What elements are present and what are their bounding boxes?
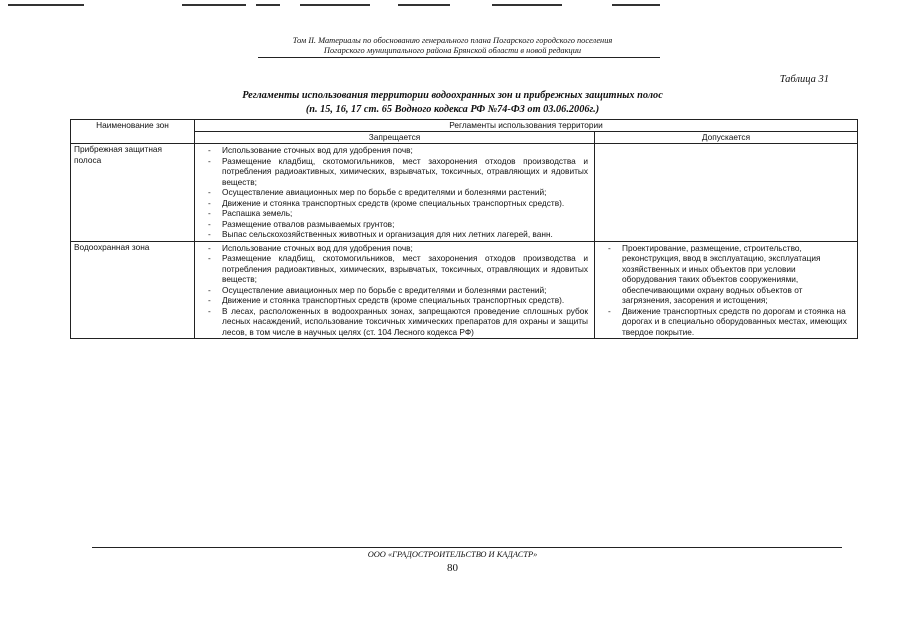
zone-name: Водоохранная зона [71, 241, 195, 339]
column-header-zone: Наименование зон [71, 120, 195, 144]
list-item: - Размещение отвалов размываемых грунтов; [198, 219, 588, 230]
list-item: - Осуществление авиационных мер по борьбе с вредителями и болезнями растений; [198, 285, 588, 296]
list-item: - Проектирование, размещение, строительство, реконструкция, ввод в эксплуатацию, эксплуатация хозяйственных и иных объектов при условии оборудования таких объектов сооружениями, обеспечивающими охрану водных объектов от загрязнения, засорения и истощения; [598, 243, 851, 306]
list-item: - Использование сточных вод для удобрения почв; [198, 145, 588, 156]
forbidden-cell [195, 144, 595, 242]
table-number: Таблица 31 [779, 74, 829, 85]
table-title: Регламенты использования территории водоохранных зон и прибрежных защитных полос [242, 90, 663, 101]
list-item: - Размещение кладбищ, скотомогильников, мест захоронения отходов производства и потребления радиоактивных, химических, взрывчатых, токсичных, отравляющих и ядовитых веществ; [198, 156, 588, 188]
column-header-regulations: Регламенты использования территории [195, 120, 858, 132]
list-item: - Движение и стоянка транспортных средств (кроме специальных транспортных средств). [198, 295, 588, 306]
regulations-table [70, 119, 858, 339]
table-row [71, 144, 858, 242]
header-rule [258, 57, 660, 58]
list-item: - Движение транспортных средств по дорогам и стоянка на дорогах и в специально оборудованных местах, имеющих твердое покрытие. [598, 306, 851, 338]
footer-rule [92, 547, 842, 548]
scan-artifacts [0, 4, 905, 8]
footer-company: ООО «ГРАДОСТРОИТЕЛЬСТВО И КАДАСТР» [367, 550, 538, 559]
running-header-line-1: Том II. Материалы по обоснованию генерального плана Погарского городского поселения [292, 36, 613, 45]
list-item: - Распашка земель; [198, 208, 588, 219]
list-item: - В лесах, расположенных в водоохранных зонах, запрещаются проведение сплошных рубок лесных насаждений, использование токсичных химических препаратов для охраны и защиты лесов, в том числе в научных целях (ст. 104 Лесного кодекса РФ) [198, 306, 588, 338]
forbidden-cell [195, 241, 595, 339]
allowed-cell [595, 144, 858, 242]
page-number: 80 [447, 562, 458, 574]
running-header-line-2: Погарского муниципального района Брянской области в новой редакции [323, 46, 582, 55]
table-title-source: (п. 15, 16, 17 ст. 65 Водного кодекса РФ №74-ФЗ от 03.06.2006г.) [305, 104, 600, 115]
list-item: - Осуществление авиационных мер по борьбе с вредителями и болезнями растений; [198, 187, 588, 198]
column-header-allowed: Допускается [595, 132, 858, 144]
column-header-forbidden: Запрещается [195, 132, 595, 144]
table-row [71, 241, 858, 339]
allowed-cell [595, 241, 858, 339]
list-item: - Движение и стоянка транспортных средств (кроме специальных транспортных средств). [198, 198, 588, 209]
list-item: - Использование сточных вод для удобрения почв; [198, 243, 588, 254]
list-item: - Размещение кладбищ, скотомогильников, мест захоронения отходов производства и потребления радиоактивных, химических, взрывчатых, токсичных, отравляющих и ядовитых веществ; [198, 253, 588, 285]
list-item: - Выпас сельскохозяйственных животных и организация для них летних лагерей, ванн. [198, 229, 588, 240]
zone-name: Прибрежная защитная полоса [71, 144, 195, 242]
